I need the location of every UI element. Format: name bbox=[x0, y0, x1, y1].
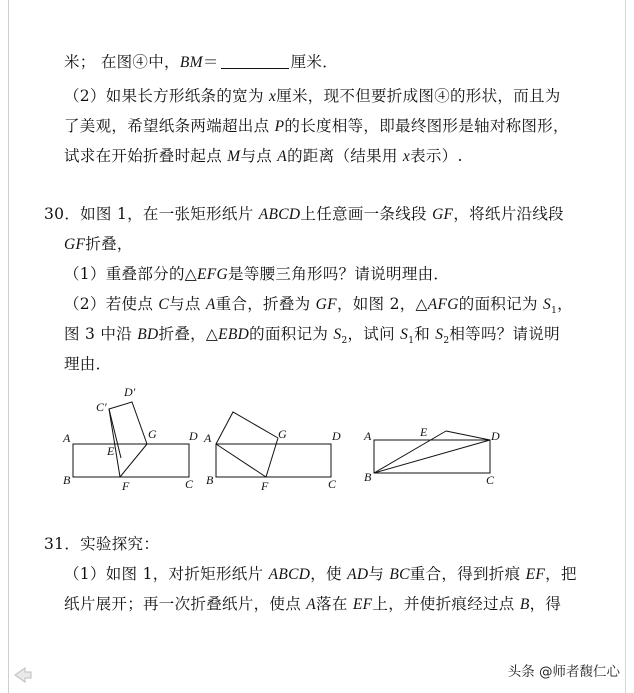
text: ＝ bbox=[202, 53, 219, 71]
text: 重合，得到折痕 bbox=[409, 565, 526, 583]
text: 厘米，现不但要折成图④的形状，而且为 bbox=[276, 87, 561, 105]
label-F: F bbox=[261, 479, 269, 493]
q30-part2-line-1 bbox=[64, 294, 573, 321]
var: B bbox=[519, 596, 530, 613]
text: ，把 bbox=[545, 565, 577, 583]
text: （1）如图 1，对折矩形纸片 bbox=[64, 565, 269, 583]
var: BC bbox=[389, 566, 410, 583]
q31-title bbox=[44, 534, 159, 554]
subscript: 2 bbox=[341, 336, 348, 347]
fig1-fold-line-gf bbox=[120, 444, 147, 477]
var: GF bbox=[432, 206, 454, 223]
page-right-edge bbox=[625, 0, 626, 693]
q30-line-1 bbox=[44, 204, 564, 225]
var: S bbox=[333, 326, 342, 343]
text: 折叠， bbox=[85, 235, 133, 253]
var: C bbox=[158, 296, 170, 313]
text: 的长度相等，即最终图形是轴对称图形， bbox=[284, 117, 569, 135]
label-A: A bbox=[204, 431, 212, 445]
var: AFG bbox=[427, 296, 459, 313]
text: ，如图 2，△ bbox=[336, 295, 428, 313]
fig2-line-af bbox=[216, 444, 266, 477]
text: 与 bbox=[368, 565, 390, 583]
label-C: C bbox=[486, 473, 495, 487]
var: P bbox=[274, 118, 285, 135]
text: 和 bbox=[414, 325, 436, 343]
geometry-figures-svg bbox=[58, 378, 518, 496]
text: 与点 bbox=[240, 147, 278, 165]
var: EF bbox=[352, 596, 373, 613]
subscript: 1 bbox=[551, 306, 558, 317]
text: 重合，折叠为 bbox=[215, 295, 316, 313]
label-B: B bbox=[63, 473, 71, 487]
text: 上，并使折痕经过点 bbox=[372, 595, 520, 613]
var: A bbox=[205, 296, 216, 313]
var: EF bbox=[525, 566, 546, 583]
text: 厘米． bbox=[290, 53, 339, 71]
var: S bbox=[400, 326, 409, 343]
q29-part2-line-2 bbox=[64, 116, 569, 137]
var: GF bbox=[315, 296, 337, 313]
label-A: A bbox=[63, 431, 71, 445]
text: 试求在开始折叠时起点 bbox=[64, 147, 228, 165]
fig3-diagonal-bd bbox=[374, 440, 490, 473]
var: AD bbox=[347, 566, 369, 583]
label-G: G bbox=[148, 427, 157, 441]
text: （1）重叠部分的△ bbox=[64, 265, 197, 283]
label-B: B bbox=[364, 470, 372, 484]
label-D-prime: D′ bbox=[124, 385, 136, 399]
label-C: C bbox=[185, 477, 194, 491]
page-left-edge bbox=[8, 0, 9, 693]
q30-part1 bbox=[64, 264, 449, 285]
text: 与点 bbox=[169, 295, 206, 313]
text: 的距离（结果用 bbox=[287, 147, 403, 165]
var: ABCD bbox=[268, 566, 311, 583]
fig1-rectangle bbox=[73, 444, 189, 477]
fig1-folded-flap bbox=[109, 402, 147, 477]
q30-line-2 bbox=[64, 234, 133, 255]
back-arrow-icon[interactable] bbox=[12, 664, 34, 686]
text: 理由． bbox=[64, 355, 112, 373]
q30-figures bbox=[58, 378, 518, 496]
text: 的面积记为 bbox=[458, 295, 544, 313]
text: 相等吗？请说明 bbox=[449, 325, 560, 343]
var: S bbox=[435, 326, 444, 343]
text: 上任意画一条线段 bbox=[300, 205, 433, 223]
var: x bbox=[402, 148, 411, 165]
text: 了美观，希望纸条两端超出点 bbox=[64, 117, 275, 135]
var: x bbox=[269, 88, 277, 105]
var: BM bbox=[179, 54, 203, 71]
var: EBD bbox=[218, 326, 250, 343]
answer-blank bbox=[221, 53, 289, 69]
label-D: D bbox=[491, 429, 500, 443]
subscript: 2 bbox=[443, 336, 450, 347]
label-D: D bbox=[189, 429, 198, 443]
q30-part2-line-3 bbox=[64, 354, 111, 374]
text: 纸片展开；再一次折叠纸片，使点 bbox=[64, 595, 307, 613]
text: 的面积记为 bbox=[249, 325, 334, 343]
var: A bbox=[277, 148, 288, 165]
text: （2）若使点 bbox=[64, 295, 159, 313]
var: GF bbox=[64, 236, 86, 253]
var: ABCD bbox=[258, 206, 301, 223]
label-D: D bbox=[332, 429, 341, 443]
label-C: C bbox=[328, 477, 337, 491]
label-E: E bbox=[107, 444, 115, 458]
q29-part2-line-1 bbox=[64, 86, 561, 107]
var: A bbox=[306, 596, 317, 613]
var: BD bbox=[137, 326, 159, 343]
text: ，将纸片沿线段 bbox=[453, 205, 564, 223]
q31-line-2 bbox=[64, 594, 561, 615]
text: 折叠，△ bbox=[158, 325, 219, 343]
fig2-rectangle bbox=[216, 444, 331, 477]
q30-part2-line-2 bbox=[64, 324, 560, 351]
watermark: 头条 @师者馥仁心 bbox=[507, 664, 620, 680]
label-F: F bbox=[122, 479, 130, 493]
text: ，使 bbox=[310, 565, 348, 583]
text: ，试问 bbox=[347, 325, 401, 343]
text: 31．实验探究： bbox=[44, 535, 160, 553]
subscript: 1 bbox=[408, 336, 415, 347]
text: 图 3 中沿 bbox=[64, 325, 138, 343]
text: 米； 在图④中， bbox=[64, 53, 180, 71]
label-A: A bbox=[364, 429, 372, 443]
label-E: E bbox=[420, 425, 428, 439]
fig3-line-ed bbox=[446, 431, 490, 440]
label-B: B bbox=[206, 473, 214, 487]
fig2-folded-flap bbox=[216, 412, 278, 444]
var: S bbox=[543, 296, 552, 313]
q31-line-1 bbox=[64, 564, 577, 585]
label-C-prime: C′ bbox=[96, 400, 107, 414]
var: EFG bbox=[196, 266, 229, 283]
text: ，得 bbox=[529, 595, 562, 613]
text: ， bbox=[557, 295, 573, 313]
text: 30．如图 1，在一张矩形纸片 bbox=[44, 205, 259, 223]
var: M bbox=[227, 148, 241, 165]
text: （2）如果长方形纸条的宽为 bbox=[64, 87, 269, 105]
q29-line-1 bbox=[64, 52, 338, 73]
fig3-line-be bbox=[374, 431, 446, 473]
text: 是等腰三角形吗？请说明理由． bbox=[228, 265, 450, 283]
q29-part2-line-3 bbox=[64, 146, 463, 167]
label-G: G bbox=[278, 427, 287, 441]
text: 落在 bbox=[316, 595, 353, 613]
text: 表示）. bbox=[410, 147, 463, 165]
